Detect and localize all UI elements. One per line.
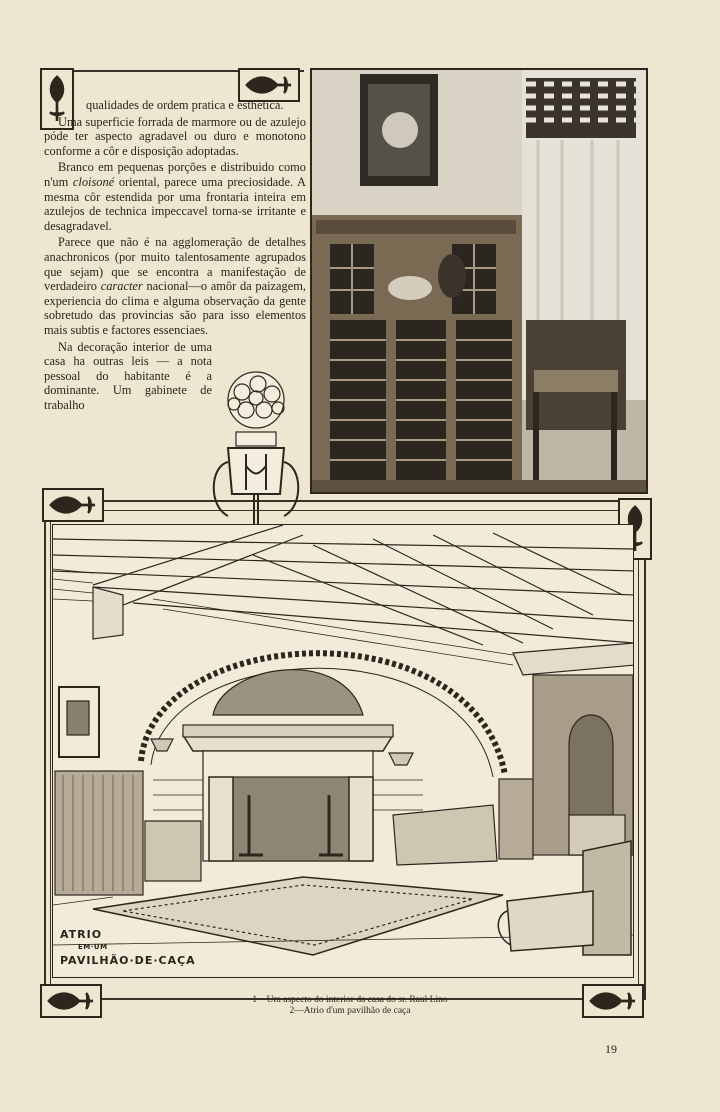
paragraph-3-a: Branco em pequenas porções e distribuido como n'um bbox=[44, 160, 306, 189]
frame-drawing-right-inner bbox=[638, 515, 639, 995]
caption-2: 2—Atrio d'um pavilhão de caça bbox=[289, 1006, 411, 1016]
paragraph-3 bbox=[44, 160, 306, 233]
drawing-title-line3: PAVILHÃO·DE·CAÇA bbox=[60, 954, 196, 967]
drawing-title bbox=[60, 928, 196, 967]
caption-1: 1—Um aspecto do interior da casa do sr. Raul Lino bbox=[252, 995, 448, 1005]
page-number: 19 bbox=[605, 1042, 617, 1056]
atrium-drawing bbox=[52, 524, 634, 978]
frame-drawing-right bbox=[644, 500, 646, 1000]
drawing-title-line2: EM·UM bbox=[78, 943, 108, 951]
frame-mid-line-1 bbox=[44, 500, 650, 502]
paragraph-4-b: nacional—o amôr da paizagem, experiencia do clima e alguma observação da gente sobretudo das provincias são para isso elementos mais subtis e factores essenciaes. bbox=[44, 279, 306, 337]
paragraph-4-italic: caracter bbox=[100, 279, 143, 294]
interior-photo bbox=[310, 68, 648, 494]
ornament-mid-left bbox=[42, 488, 104, 522]
ornament-bottom-right bbox=[582, 984, 644, 1018]
drawing-title-line1: ATRIO bbox=[60, 928, 103, 941]
paragraph-4 bbox=[44, 235, 306, 337]
frame-drawing-left-inner bbox=[50, 515, 51, 995]
paragraph-3-italic: cloisoné bbox=[72, 174, 115, 189]
ornament-top-center bbox=[238, 68, 300, 102]
paragraph-1: qualidades de ordem pratica e esthetica. bbox=[86, 98, 284, 112]
paragraph-5: Na decoração interior de uma casa ha outras leis — a nota pessoal do habitante é a dominante. Um gabinete de trabalho bbox=[44, 339, 212, 412]
figure-captions bbox=[200, 995, 500, 1017]
paragraph-4-a: Parece que não é na agglomeração de detalhes anachronicos (por muito talentosamente agrupados que sejam) que se encontra a manifestação de verdadeiro bbox=[44, 235, 306, 294]
frame-mid-line-2 bbox=[44, 510, 650, 511]
frame-drawing-left bbox=[44, 500, 46, 1000]
flower-vase-illustration bbox=[206, 366, 306, 526]
ornament-bottom-left bbox=[40, 984, 102, 1018]
paragraph-3-b: oriental, parece uma preciosidade. A mesma côr estendida por uma frontaria inteira em azulejos de technica impeccavel torna-se irritante e desagradavel. bbox=[44, 174, 306, 233]
paragraph-2: Uma superficie forrada de marmore ou de azulejo póde ter aspecto agradavel ou duro e monotono conforme a côr e disposição adoptadas. bbox=[44, 114, 306, 158]
